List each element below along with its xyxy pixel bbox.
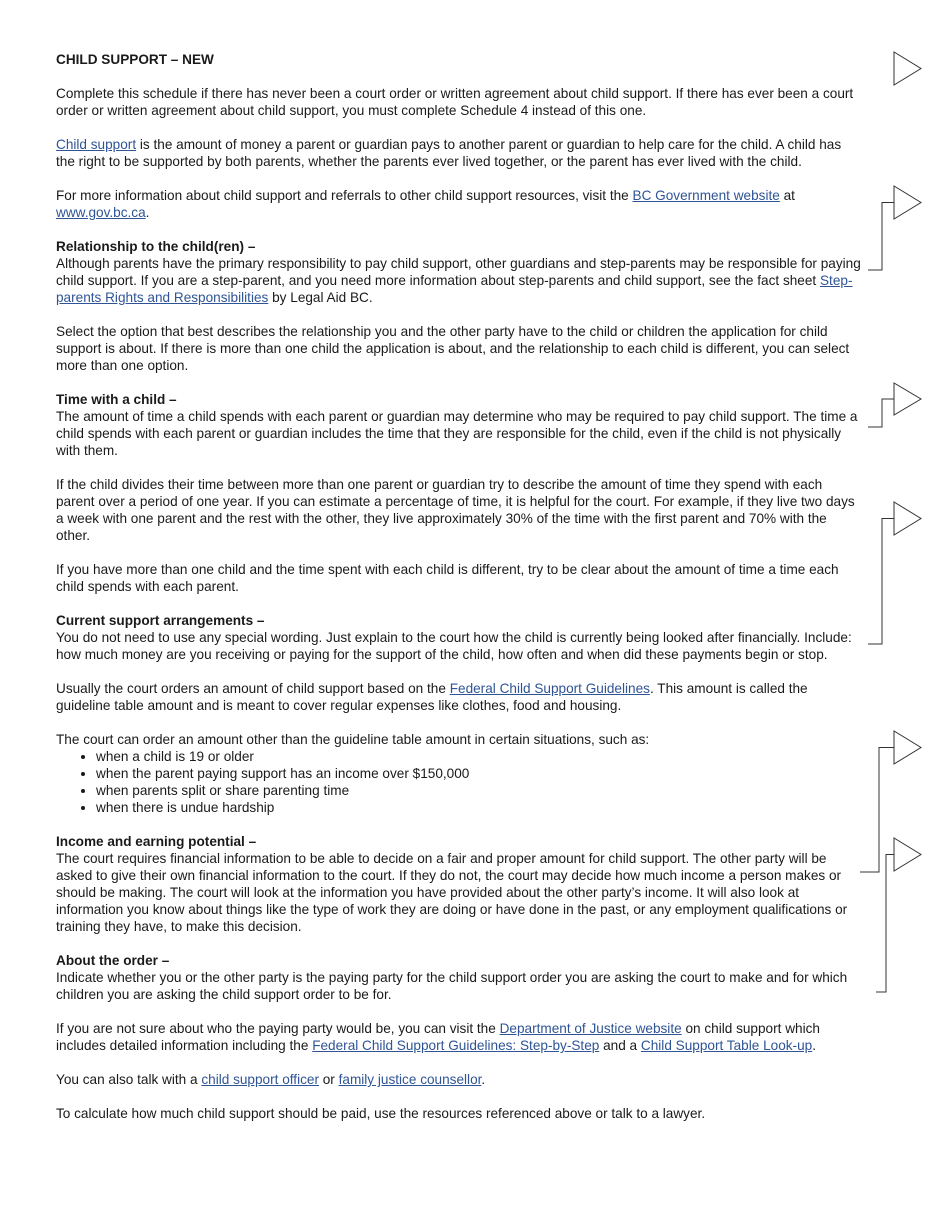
order-heading: About the order – bbox=[56, 953, 170, 968]
federal-guidelines-link[interactable]: Federal Child Support Guidelines bbox=[449, 681, 650, 696]
callout-bracket bbox=[876, 855, 894, 993]
callout-bracket bbox=[868, 399, 894, 427]
time-paragraph-3: If you have more than one child and the time spent with each child is different, try to be clear about the amount of time a time each child spends with each parent. bbox=[56, 562, 839, 594]
callout-arrow-icon bbox=[894, 731, 921, 764]
schedule-help-text bbox=[56, 51, 862, 1139]
intro-paragraph: Complete this schedule if there has never been a court order or written agreement about child support. If there has ever been a court order or written agreement about child support, you must complete Schedule 4 instead of this one. bbox=[56, 86, 854, 118]
bc-government-link[interactable]: BC Government website bbox=[632, 188, 780, 203]
list-item: • when a child is 19 or older bbox=[96, 748, 862, 765]
more-info-pre: For more information about child support and referrals to other child support resources, visit the bbox=[56, 188, 633, 203]
callout-arrow-icon bbox=[894, 838, 921, 871]
time-paragraph-1: The amount of time a child spends with each parent or guardian may determine who may be required to pay child support. The time a child spends with each parent or guardian includes the time that they are responsible for the child, even if the child is not physically with them. bbox=[56, 409, 858, 458]
current-paragraph-3: The court can order an amount other than the guideline table amount in certain situations, such as: bbox=[56, 732, 650, 747]
order-p2-post: . bbox=[812, 1038, 816, 1053]
family-justice-counsellor-link[interactable]: family justice counsellor bbox=[338, 1072, 482, 1087]
current-paragraph-2 bbox=[56, 680, 862, 714]
order-paragraph-4: To calculate how much child support should be paid, use the resources referenced above or talk to a lawyer. bbox=[56, 1106, 706, 1121]
income-heading: Income and earning potential – bbox=[56, 834, 257, 849]
list-item: • when parents split or share parenting time bbox=[96, 782, 862, 799]
page-title: CHILD SUPPORT – NEW bbox=[56, 52, 214, 67]
relationship-paragraph-1 bbox=[56, 255, 862, 306]
child-support-link[interactable]: Child support bbox=[56, 137, 137, 152]
gov-bc-ca-link[interactable]: www.gov.bc.ca bbox=[56, 205, 146, 220]
order-paragraph-1: Indicate whether you or the other party is the paying party for the child support order you are asking the court to make and for which children you are asking the child support order to be for. bbox=[56, 970, 848, 1002]
step-by-step-link[interactable]: Federal Child Support Guidelines: Step-by-Step bbox=[312, 1038, 600, 1053]
more-info-post: . bbox=[145, 205, 150, 220]
table-lookup-link[interactable]: Child Support Table Look-up bbox=[640, 1038, 813, 1053]
relationship-p1-pre: Although parents have the primary responsibility to pay child support, other guardians and step-parents may be responsible for paying child support. If you are a step-parent, and you need more information about step-parents and child support, see the fact sheet bbox=[56, 256, 861, 288]
current-p2-pre: Usually the court orders an amount of child support based on the bbox=[56, 681, 450, 696]
order-p2-mid2: and a bbox=[599, 1038, 641, 1053]
order-paragraph-2 bbox=[56, 1020, 862, 1054]
time-heading: Time with a child – bbox=[56, 392, 177, 407]
more-info-paragraph bbox=[56, 187, 862, 221]
income-paragraph: The court requires financial information to be able to decide on a fair and proper amount for child support. The other party will be asked to give their own financial information to the court. If they do not, the court may decide how much income a person makes or should be making. The court will look at the information you have provided about the other party’s income. It will also look at information you know about things like the type of work they are doing or have done in the past, or any employment qualifications or training they have, to make this decision. bbox=[56, 851, 848, 934]
callout-bracket bbox=[868, 203, 894, 271]
relationship-paragraph-2: Select the option that best describes the relationship you and the other party have to the child or children the application for child support is about. If there is more than one child the application is about, and the relationship to each child is different, you can select more than one option. bbox=[56, 324, 850, 373]
definition-paragraph bbox=[56, 136, 862, 170]
child-support-officer-link[interactable]: child support officer bbox=[201, 1072, 319, 1087]
callout-bracket bbox=[868, 519, 894, 645]
definition-text: is the amount of money a parent or guardian pays to another parent or guardian to help care for the child. A child has the right to be supported by both parents, whether the parents ever lived together, or the parent has ever lived with the child. bbox=[56, 137, 842, 169]
callout-arrow-icon bbox=[894, 186, 921, 219]
callout-arrow-icon bbox=[894, 502, 921, 535]
callout-arrow-icon bbox=[894, 52, 921, 85]
callout-arrow-icon bbox=[894, 383, 921, 415]
current-paragraph-1: You do not need to use any special wording. Just explain to the court how the child is currently being looked after financially. Include: how much money are you receiving or paying for the support of the child, how often and when did these payments begin or stop. bbox=[56, 630, 852, 662]
order-p3-mid: or bbox=[318, 1072, 339, 1087]
list-item: • when the parent paying support has an income over $150,000 bbox=[96, 765, 862, 782]
callout-bracket bbox=[860, 748, 894, 873]
more-info-mid: at bbox=[779, 188, 795, 203]
order-p2-mid1: on child support which includes detailed information including the bbox=[56, 1021, 820, 1053]
department-of-justice-link[interactable]: Department of Justice website bbox=[499, 1021, 682, 1036]
step-parents-link[interactable]: Step-parents Rights and Responsibilities bbox=[56, 273, 853, 305]
situations-list bbox=[56, 748, 862, 816]
order-p3-pre: You can also talk with a bbox=[56, 1072, 202, 1087]
order-paragraph-3 bbox=[56, 1071, 862, 1088]
order-p3-post: . bbox=[481, 1072, 486, 1087]
current-heading: Current support arrangements – bbox=[56, 613, 265, 628]
relationship-p1-post: by Legal Aid BC. bbox=[268, 290, 373, 305]
time-paragraph-2: If the child divides their time between more than one parent or guardian try to describe the amount of time they spend with each parent over a period of one year. If you can estimate a percentage of time, it is helpful for the court. For example, if they live two days a week with one parent and the rest with the other, they live approximately 30% of the time with the first parent and 70% with the other. bbox=[56, 477, 855, 543]
current-p2-post: . This amount is called the guideline table amount and is meant to cover regular expenses like clothes, food and housing. bbox=[56, 681, 808, 713]
relationship-heading: Relationship to the child(ren) – bbox=[56, 239, 256, 254]
list-item: • when there is undue hardship bbox=[96, 799, 862, 816]
order-p2-pre: If you are not sure about who the paying party would be, you can visit the bbox=[56, 1021, 500, 1036]
